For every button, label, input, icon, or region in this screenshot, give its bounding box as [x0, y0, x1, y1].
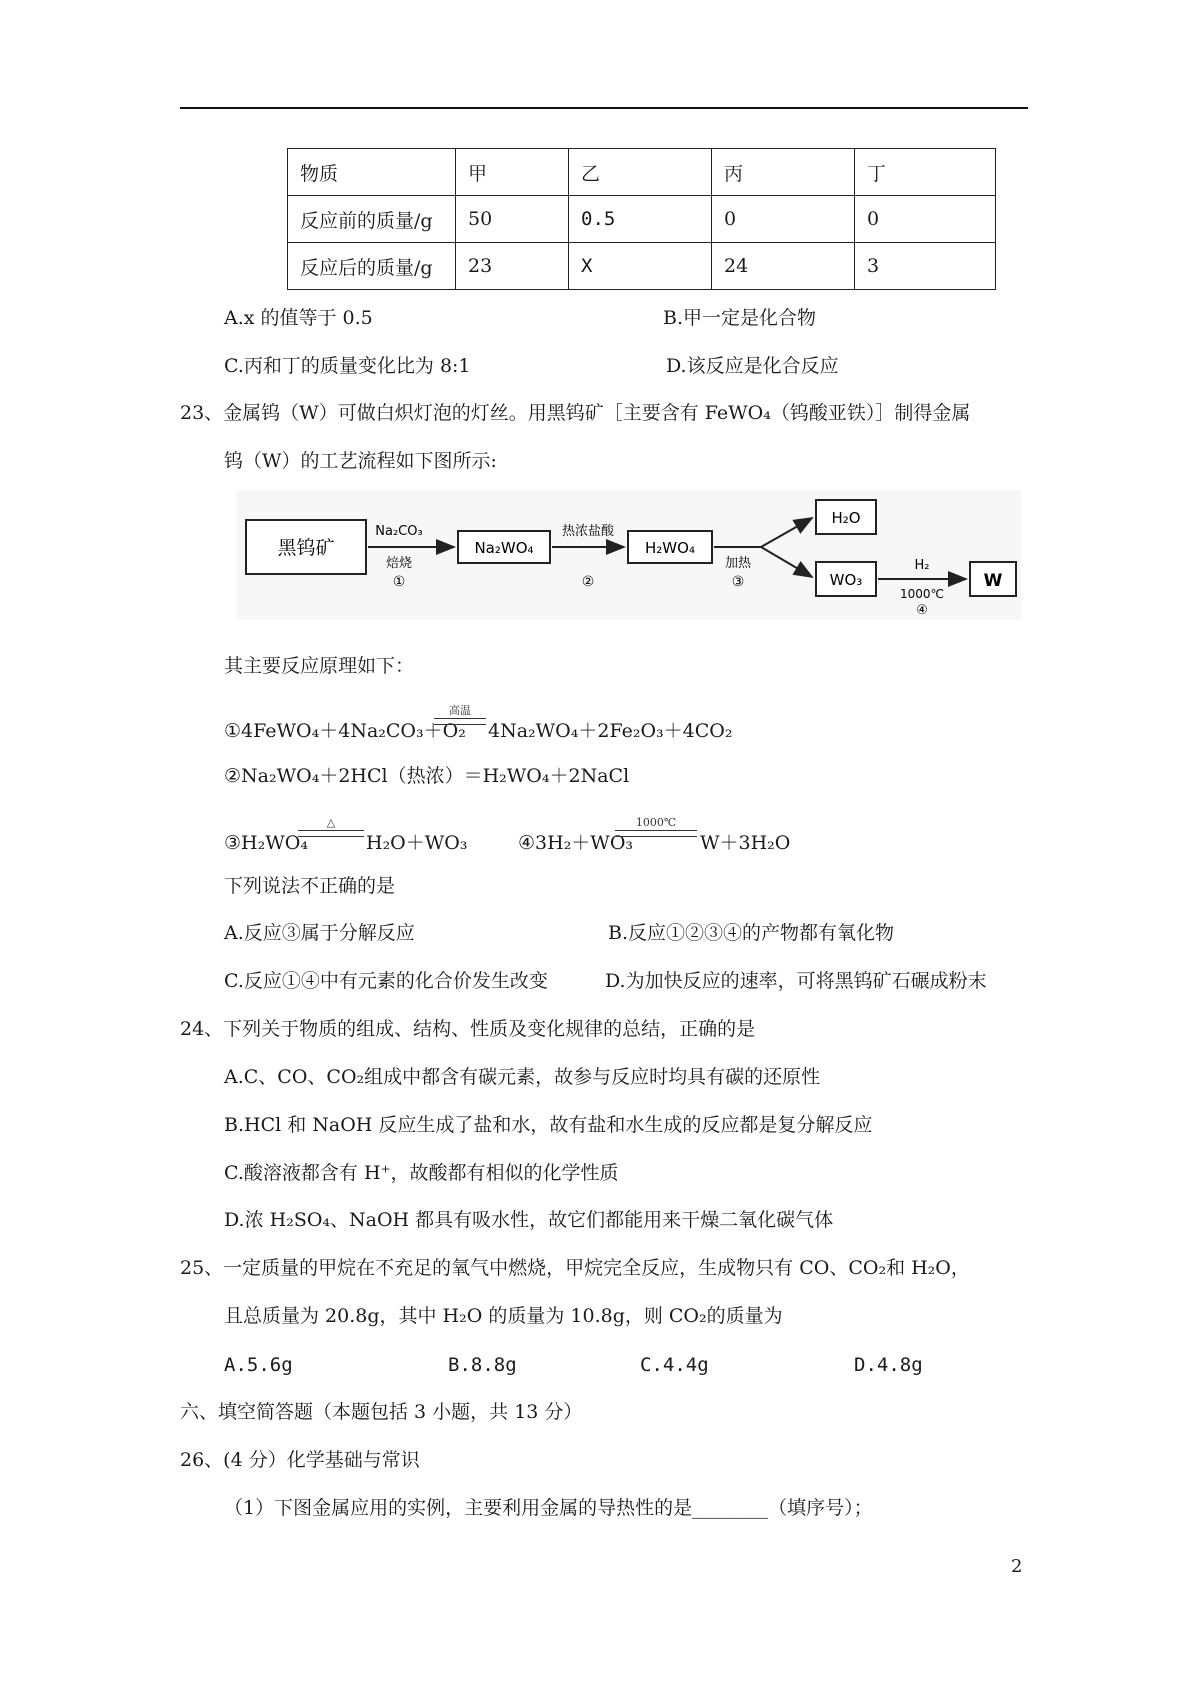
- q25-stem-line2: 且总质量为 20.8g，其中 H₂O 的质量为 10.8g，则 CO₂的质量为: [224, 1305, 783, 1327]
- q25-stem-line1: 25、一定质量的甲烷在不充足的氧气中燃烧，甲烷完全反应，生成物只有 CO、CO₂和 H₂O，: [180, 1257, 970, 1279]
- q23-option-d: D.为加快反应的速率，可将黑钨矿石碾成粉末: [605, 970, 987, 992]
- na2wo4-label: Na₂WO₄: [474, 539, 534, 557]
- condition-heat: 加热: [724, 556, 752, 571]
- reagent-na2co3: Na₂CO₃: [375, 524, 423, 539]
- equation-4-right: W＋3H₂O: [700, 832, 791, 854]
- table-cell: 物质: [288, 149, 456, 196]
- q26-title: 26、(4 分）化学基础与常识: [180, 1449, 420, 1471]
- equation-4-left: ④3H₂＋WO₃: [518, 832, 634, 854]
- equals-bars: [615, 830, 697, 837]
- reagent-hcl: 热浓盐酸: [561, 524, 615, 539]
- section-6-heading: 六、填空简答题（本题包括 3 小题，共 13 分）: [180, 1401, 583, 1423]
- q22-option-d: D.该反应是化合反应: [666, 355, 839, 377]
- condition-text: △: [326, 816, 336, 829]
- table-header-row: [288, 149, 996, 196]
- w-label: W: [983, 571, 1003, 591]
- q25-option-a: A.5.6g: [224, 1354, 293, 1376]
- h2o-label: H₂O: [831, 509, 861, 527]
- equation-3-right: H₂O＋WO₃: [366, 832, 468, 854]
- equation-4-condition: [615, 817, 697, 837]
- q23-option-c: C.反应①④中有元素的化合价发生改变: [224, 970, 548, 992]
- q23-question: 下列说法不正确的是: [224, 875, 396, 897]
- q24-option-c: C.酸溶液都含有 H⁺，故酸都有相似的化学性质: [224, 1162, 619, 1184]
- table-cell: 丙: [712, 149, 855, 196]
- tungsten-process-flow-diagram: [236, 490, 1021, 620]
- header-rule: [180, 107, 1028, 109]
- condition-text: 高温: [449, 704, 471, 717]
- wo3-label: WO₃: [829, 571, 863, 589]
- condition-roast: 焙烧: [385, 556, 413, 571]
- table-cell: 0: [712, 196, 855, 243]
- principle-title: 其主要反应原理如下：: [224, 655, 415, 677]
- equals-bars: [434, 718, 486, 725]
- q22-option-b: B.甲一定是化合物: [663, 307, 817, 329]
- table-cell: 反应前的质量/g: [288, 196, 456, 243]
- equals-bars: [298, 830, 364, 837]
- mass-table: [287, 148, 996, 290]
- ore-label: 黑钨矿: [277, 537, 335, 559]
- q24-option-a: A.C、CO、CO₂组成中都含有碳元素，故参与反应时均具有碳的还原性: [224, 1066, 821, 1088]
- h2wo4-label: H₂WO₄: [645, 539, 695, 557]
- q22-option-c: C.丙和丁的质量变化比为 8:1: [224, 355, 471, 377]
- q23-stem-line2: 钨（W）的工艺流程如下图所示:: [224, 450, 497, 472]
- table-cell: 0.5: [569, 196, 712, 243]
- table-cell: 24: [712, 243, 855, 290]
- q23-option-b: B.反应①②③④的产物都有氧化物: [608, 922, 895, 944]
- table-row: [288, 196, 996, 243]
- q23-option-a: A.反应③属于分解反应: [224, 922, 415, 944]
- table-cell: 23: [456, 243, 569, 290]
- q25-option-d: D.4.8g: [854, 1354, 923, 1376]
- q24-option-b: B.HCl 和 NaOH 反应生成了盐和水，故有盐和水生成的反应都是复分解反应: [224, 1114, 873, 1136]
- q25-option-c: C.4.4g: [640, 1354, 709, 1376]
- equation-2: ②Na₂WO₄＋2HCl（热浓）＝H₂WO₄＋2NaCl: [224, 765, 630, 787]
- equation-1-left: ①4FeWO₄＋4Na₂CO₃＋O₂: [224, 720, 466, 742]
- q23-stem-line1: 23、金属钨（W）可做白炽灯泡的灯丝。用黑钨矿［主要含有 FeWO₄（钨酸亚铁）］制得金属: [180, 402, 971, 424]
- table-cell: 3: [855, 243, 996, 290]
- table-cell: 0: [855, 196, 996, 243]
- equation-1-condition: [434, 705, 486, 725]
- q22-option-a: A.x 的值等于 0.5: [224, 307, 373, 329]
- condition-text: 1000℃: [635, 816, 677, 829]
- q24-stem: 24、下列关于物质的组成、结构、性质及变化规律的总结，正确的是: [180, 1018, 756, 1040]
- table-cell: 反应后的质量/g: [288, 243, 456, 290]
- q25-option-b: B.8.8g: [448, 1354, 517, 1376]
- step-3-marker: ③: [731, 574, 745, 590]
- table-cell: 50: [456, 196, 569, 243]
- step-1-marker: ①: [392, 574, 406, 590]
- table-cell: 甲: [456, 149, 569, 196]
- equation-3-left: ③H₂WO₄: [224, 832, 308, 854]
- reagent-h2: H₂: [914, 558, 930, 573]
- q24-option-d: D.浓 H₂SO₄、NaOH 都具有吸水性，故它们都能用来干燥二氧化碳气体: [224, 1209, 834, 1231]
- table-cell: 乙: [569, 149, 712, 196]
- condition-temp: 1000℃: [899, 587, 945, 601]
- q26-subquestion-1: （1）下图金属应用的实例，主要利用金属的导热性的是________（填序号）；: [224, 1497, 873, 1519]
- table-cell: X: [569, 243, 712, 290]
- page-number: 2: [1011, 1556, 1023, 1577]
- equation-1-right: 4Na₂WO₄＋2Fe₂O₃＋4CO₂: [488, 720, 733, 742]
- equation-3-condition: [298, 817, 364, 837]
- step-2-marker: ②: [581, 574, 595, 590]
- table-row: [288, 243, 996, 290]
- table-cell: 丁: [855, 149, 996, 196]
- step-4-marker: ④: [916, 603, 928, 618]
